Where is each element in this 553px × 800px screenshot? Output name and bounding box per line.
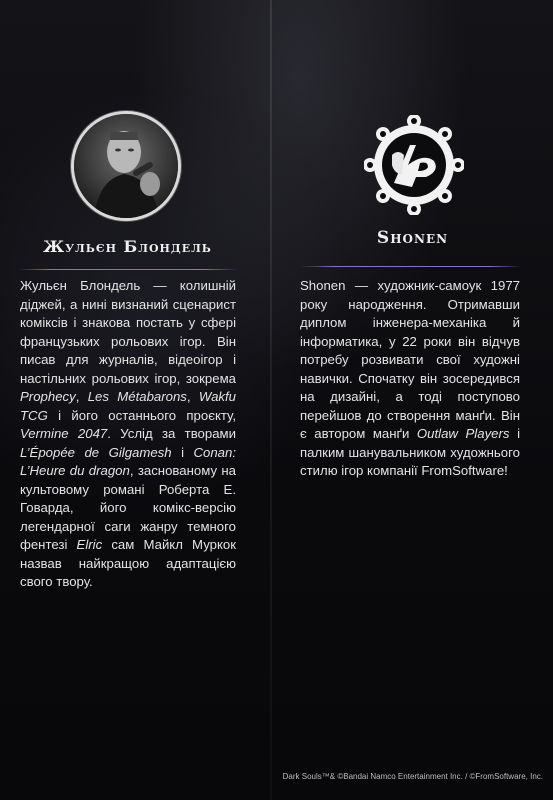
bio-text: сам Майкл Муркок назвав найкращою адаптацією свого твору. <box>20 537 236 589</box>
bio-text: і його останнього проєкту, <box>47 407 236 423</box>
title-underline-right <box>300 266 522 267</box>
bio-text: , <box>75 389 88 404</box>
author-bio-right <box>300 277 520 481</box>
work-title: L’Épopée de Gilgamesh <box>20 444 172 460</box>
work-title: Prophecy <box>20 389 76 404</box>
author-name-right: Shonen <box>376 228 449 248</box>
work-title: Vermine 2047 <box>20 426 108 441</box>
bio-text: . Услід за творами <box>107 426 236 441</box>
page-fold <box>270 0 272 800</box>
work-title: Les Métabarons <box>87 389 187 404</box>
author-bio-left <box>20 277 236 592</box>
copyright-credit: Dark Souls™& ©Bandai Namco Entertainment Inc. / ©FromSoftware, Inc. <box>282 772 543 781</box>
author-portrait-photo <box>74 114 178 218</box>
portrait-image <box>74 114 178 218</box>
bio-text: , заснованому на культовому романі Роберта Е. Говарда, його комікс-версію легендарної саги жанру темного фентезі <box>20 463 236 552</box>
bio-text: і палким шанувальником художнього стилю ігор компанії FromSoftware! <box>300 426 520 478</box>
title-underline-left <box>18 269 238 270</box>
emblem-icon <box>364 115 464 215</box>
bio-text: Жульєн Блондель — колишній діджей, а нині визнаний сценарист коміксів і знакова постать у сфері французьких рольових ігор. Він писав для журналів, відеоігор і настільних рольових ігор, зокрема <box>20 278 236 386</box>
shonen-emblem-logo <box>364 115 464 215</box>
bio-text: Shonen — художник-самоук 1977 року народження. Отримавши диплом інженера-механіка й інформатика, у 22 роки він відчув потребу розвивати свої художні навички. Спочатку він зосередився на дизайні, а тоді поступово перейшов до створення манґи. Він є автором манґи <box>300 278 520 441</box>
work-title: Elric <box>76 537 103 552</box>
work-title: Outlaw Players <box>416 426 510 441</box>
bio-text: і <box>171 444 194 460</box>
author-name-left: Жульєн Блондель <box>43 237 212 256</box>
bio-text: , <box>186 389 199 404</box>
work-title: Conan: L’Heure du dragon <box>20 444 236 478</box>
work-title: Wakfu TCG <box>20 389 236 423</box>
